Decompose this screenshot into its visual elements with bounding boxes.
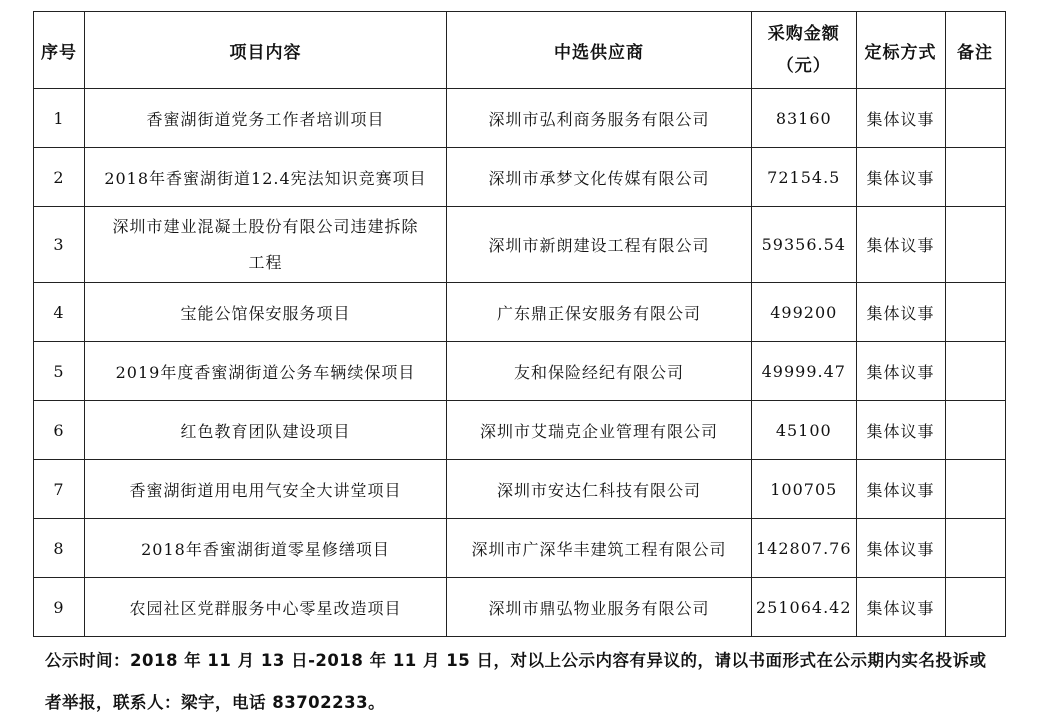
row-remark <box>945 460 1005 519</box>
row-supplier: 友和保险经纪有限公司 <box>447 342 752 401</box>
table-row <box>34 148 1006 207</box>
procurement-table <box>33 11 1006 637</box>
header-supplier: 中选供应商 <box>447 12 752 89</box>
row-method: 集体议事 <box>856 283 945 342</box>
row-method: 集体议事 <box>856 460 945 519</box>
row-amount: 499200 <box>752 283 857 342</box>
row-method: 集体议事 <box>856 207 945 283</box>
table-row <box>34 89 1006 148</box>
row-seq: 6 <box>34 401 85 460</box>
header-row <box>34 12 1006 89</box>
table-row <box>34 401 1006 460</box>
header-seq: 序号 <box>34 12 85 89</box>
row-seq: 7 <box>34 460 85 519</box>
row-remark <box>945 148 1005 207</box>
row-seq: 5 <box>34 342 85 401</box>
row-method: 集体议事 <box>856 401 945 460</box>
row-supplier: 深圳市新朗建设工程有限公司 <box>447 207 752 283</box>
row-seq: 8 <box>34 519 85 578</box>
row-seq: 4 <box>34 283 85 342</box>
row-method: 集体议事 <box>856 578 945 637</box>
row-remark <box>945 578 1005 637</box>
row-seq: 2 <box>34 148 85 207</box>
row-remark <box>945 401 1005 460</box>
header-amount-line2: （元） <box>776 56 831 76</box>
public-notice <box>45 640 1020 724</box>
notice-line-1: 公示时间：2018 年 11 月 13 日-2018 年 11 月 15 日，对以上公示内容有异议的，请以书面形式在公示期内实名投诉或 <box>45 651 987 670</box>
table-row <box>34 207 1006 283</box>
row-supplier: 深圳市安达仁科技有限公司 <box>447 460 752 519</box>
row-project: 红色教育团队建设项目 <box>85 401 447 460</box>
row-seq: 1 <box>34 89 85 148</box>
notice-line-2: 者举报，联系人：梁宇，电话 83702233。 <box>45 693 386 712</box>
row-method: 集体议事 <box>856 148 945 207</box>
row-seq: 3 <box>34 207 85 283</box>
header-remark: 备注 <box>945 12 1005 89</box>
table-row <box>34 283 1006 342</box>
row-amount: 100705 <box>752 460 857 519</box>
row-amount: 83160 <box>752 89 857 148</box>
row-remark <box>945 89 1005 148</box>
row-remark <box>945 519 1005 578</box>
table-row <box>34 460 1006 519</box>
table-row <box>34 578 1006 637</box>
row-remark <box>945 283 1005 342</box>
row-amount: 45100 <box>752 401 857 460</box>
row-amount: 59356.54 <box>752 207 857 283</box>
row-project-line2: 工程 <box>248 252 283 272</box>
row-amount: 49999.47 <box>752 342 857 401</box>
row-project: 香蜜湖街道用电用气安全大讲堂项目 <box>85 460 447 519</box>
row-method: 集体议事 <box>856 519 945 578</box>
header-amount <box>752 12 857 89</box>
row-method: 集体议事 <box>856 89 945 148</box>
row-supplier: 深圳市承梦文化传媒有限公司 <box>447 148 752 207</box>
row-remark <box>945 207 1005 283</box>
row-project: 2018年香蜜湖街道12.4宪法知识竞赛项目 <box>85 148 447 207</box>
row-supplier: 深圳市鼎弘物业服务有限公司 <box>447 578 752 637</box>
row-project: 农园社区党群服务中心零星改造项目 <box>85 578 447 637</box>
header-project: 项目内容 <box>85 12 447 89</box>
row-project: 2019年度香蜜湖街道公务车辆续保项目 <box>85 342 447 401</box>
row-supplier: 广东鼎正保安服务有限公司 <box>447 283 752 342</box>
row-project: 2018年香蜜湖街道零星修缮项目 <box>85 519 447 578</box>
row-amount: 142807.76 <box>752 519 857 578</box>
row-amount: 251064.42 <box>752 578 857 637</box>
row-method: 集体议事 <box>856 342 945 401</box>
row-seq: 9 <box>34 578 85 637</box>
row-project: 香蜜湖街道党务工作者培训项目 <box>85 89 447 148</box>
row-supplier: 深圳市艾瑞克企业管理有限公司 <box>447 401 752 460</box>
row-project <box>85 207 447 283</box>
row-project: 宝能公馆保安服务项目 <box>85 283 447 342</box>
row-supplier: 深圳市广深华丰建筑工程有限公司 <box>447 519 752 578</box>
header-method: 定标方式 <box>856 12 945 89</box>
table-row <box>34 342 1006 401</box>
header-amount-line1: 采购金额 <box>767 24 840 44</box>
row-supplier: 深圳市弘利商务服务有限公司 <box>447 89 752 148</box>
row-amount: 72154.5 <box>752 148 857 207</box>
row-project-line1: 深圳市建业混凝土股份有限公司违建拆除 <box>112 216 419 236</box>
row-remark <box>945 342 1005 401</box>
table-row <box>34 519 1006 578</box>
